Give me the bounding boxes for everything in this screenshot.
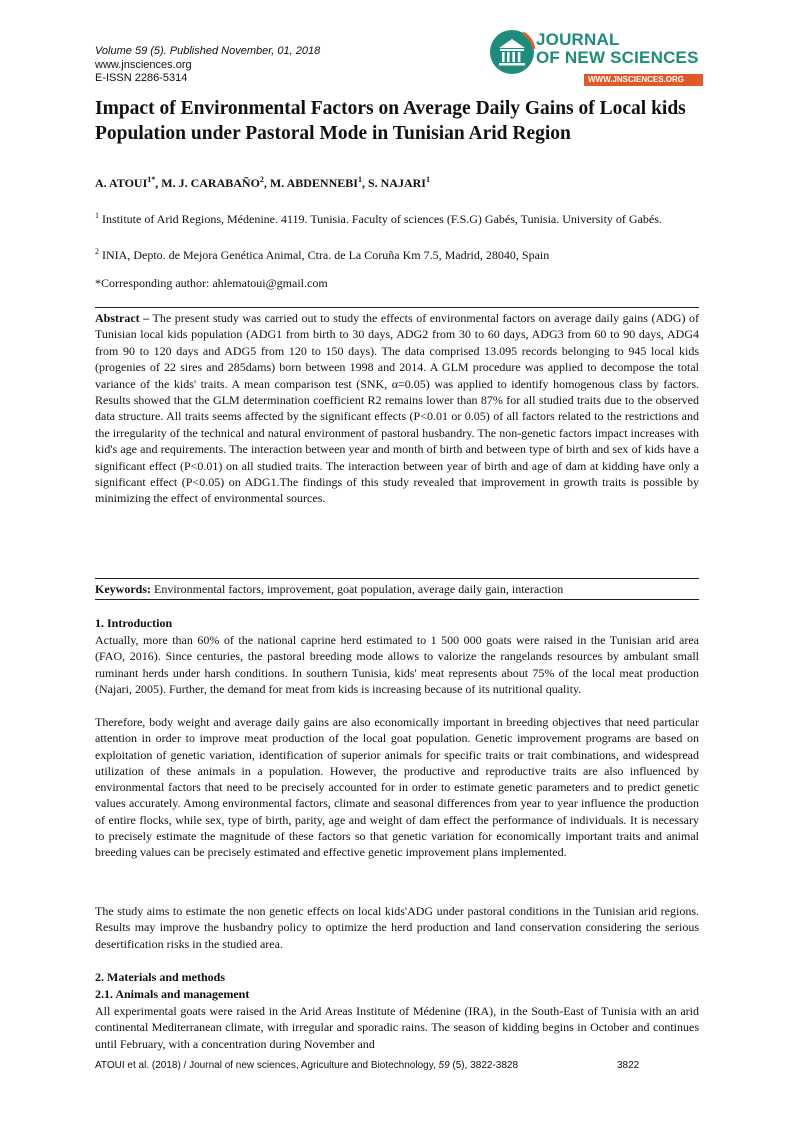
keywords-label: Keywords:: [95, 582, 151, 596]
methods-paragraph-1: All experimental goats were raised in the Arid Areas Institute of Médenine (IRA), in the South-East of Tunisia with an arid continental Mediterranean climate, with irregular and sporadic rains. The season of kidding begins in October and continues until February, with a concentration during November and: [95, 1004, 699, 1051]
keywords-top-rule: [95, 578, 699, 579]
section-heading-introduction: 1. Introduction: [95, 616, 173, 630]
journal-issn: E-ISSN 2286-5314: [95, 72, 188, 84]
footer-citation-volume: 59: [438, 1060, 450, 1071]
keywords-text: Environmental factors, improvement, goat population, average daily gain, interaction: [154, 582, 564, 596]
building-globe-logo-icon: [488, 28, 536, 76]
footer-citation-c: (5), 3822-3828: [449, 1060, 519, 1071]
affiliation-1: $^1$ Institute of Arid Regions, Médenine. 4119. Tunisia. Faculty of sciences (F.S.G) Gabés, Tunisia. University of Gabés.: [95, 211, 662, 226]
journal-website: www.jnsciences.org: [95, 58, 192, 71]
authors: A. $ATOUI^{1*}$, M. J. CARABAÑO$^2$, M. ABDENNEBI$^1$, S. NAJARI$^1$: [95, 175, 430, 190]
page-footer: [95, 1060, 640, 1071]
affiliation-2: $^2$ INIA, Depto. de Mejora Genética Animal, Ctra. de La Coruña Km 7.5, Madrid, 28040, Spain: [95, 247, 550, 262]
logo-line2: OF NEW SCIENCES: [536, 48, 699, 67]
logo-title: [536, 31, 699, 67]
logo-line1: JOURNAL: [536, 30, 620, 49]
section-heading-methods: 2. Materials and methods: [95, 970, 225, 984]
subsection-heading-animals: 2.1. Animals and management: [95, 987, 250, 1001]
abstract-text: The present study was carried out to study the effects of environmental factors on average daily gains (ADG) of Tunisian local kids population (ADG1 from birth to 30 days, ADG2 from 30 to 60 days, ADG3 from 60 to 90 days, ADG4 from 90 to 120 days and ADG5 from 120 to 150 days). The data comprised 13.095 records belonging to 945 local kids (progenies of 22 sires and 285dams) born between 1998 and 2014. A GLM procedure was applied to decompose the total variance of the kids' traits. A mean comparison test (SNK, α=0.05) was applied to identify homogenous class by factors. Results showed that the GLM determination coefficient R2 remains lower than 87% for all studied traits due to the observed data structure. All traits seems affected by the significant effects (P<0.01 or 0.05) of all factors related to the restrictions and the irregularity of the technical and natural environment of pastoral husbandry. The non-genetic factors impact increases with kid's age and requirements. The interaction between year and month of birth and between type of birth and sex of kids have a significant effect (P<0.01) on all studied traits. The interaction between year of birth and age of dam at kidding have only a significant effect (P<0.05) on ADG1.The findings of this study revealed that improvement in growth traits is possible by minimizing the effect of environmental sources.: [95, 311, 699, 506]
keywords: [95, 581, 563, 598]
logo-url: WWW.JNSCIENCES.ORG: [588, 75, 685, 84]
journal-meta: [95, 45, 320, 86]
footer-citation-a: ATOUI et al. (2018) / Journal of new sciences, Agriculture and Biotechnology,: [95, 1060, 439, 1071]
intro-paragraph-2: Therefore, body weight and average daily gains are also economically important in breeding objectives that need particular attention in order to improve meat production of the local goat population. Genetic improvement programs are based on exploitation of genetic variation, identification of superior animals for specific traits or trait combinations, and widespread utilization of these animals in a population. However, the productive and reproductive traits are also influenced by environmental factors that need to be precisely accounted for in order to estimate genetic parameters and to predict genetic values accurately. Among environmental factors, climate and seasonal differences from year to year influence the production of entire flocks, while sex, type of birth, parity, age and weight of dam effect the performance of individuals. It is necessary to precisely estimate the magnitude of these factors so that genetic variation for economically important traits and animal breeding values can be precisely estimated and effective genetic improvement plans implemented.: [95, 715, 699, 860]
intro-paragraph-1: Actually, more than 60% of the national caprine herd estimated to 1 500 000 goats were raised in the Tunisian arid area (FAO, 2016). Since centuries, the pastoral breeding mode allows to valorize the rangelands resources by ambulant small ruminant herds under harsh conditions. In southern Tunisia, kids' meat represents about 75% of the local meat production (Najari, 2005). Further, the demand for meat from kids is increasing because of its nutritional quality.: [95, 633, 699, 696]
page-number: 3822: [617, 1060, 640, 1071]
abstract-label: Abstract –: [95, 311, 150, 325]
abstract: [95, 310, 699, 507]
corresponding-author: *Corresponding author: ahlematoui@gmail.com: [95, 276, 328, 290]
paper-title: Impact of Environmental Factors on Average Daily Gains of Local kids Population under Pastoral Mode in Tunisian Arid Region: [95, 98, 686, 144]
abstract-top-rule: [95, 307, 699, 308]
journal-logo: [488, 28, 703, 90]
volume-line: Volume 59 (5). Published November, 01, 2018: [95, 45, 321, 57]
keywords-bottom-rule: [95, 599, 699, 600]
intro-paragraph-3: The study aims to estimate the non genetic effects on local kids'ADG under pastoral conditions in the Tunisian arid regions. Results may improve the husbandry policy to optimize the herd production and land conservation considering the serious desertification risks in the studied area.: [95, 904, 699, 951]
